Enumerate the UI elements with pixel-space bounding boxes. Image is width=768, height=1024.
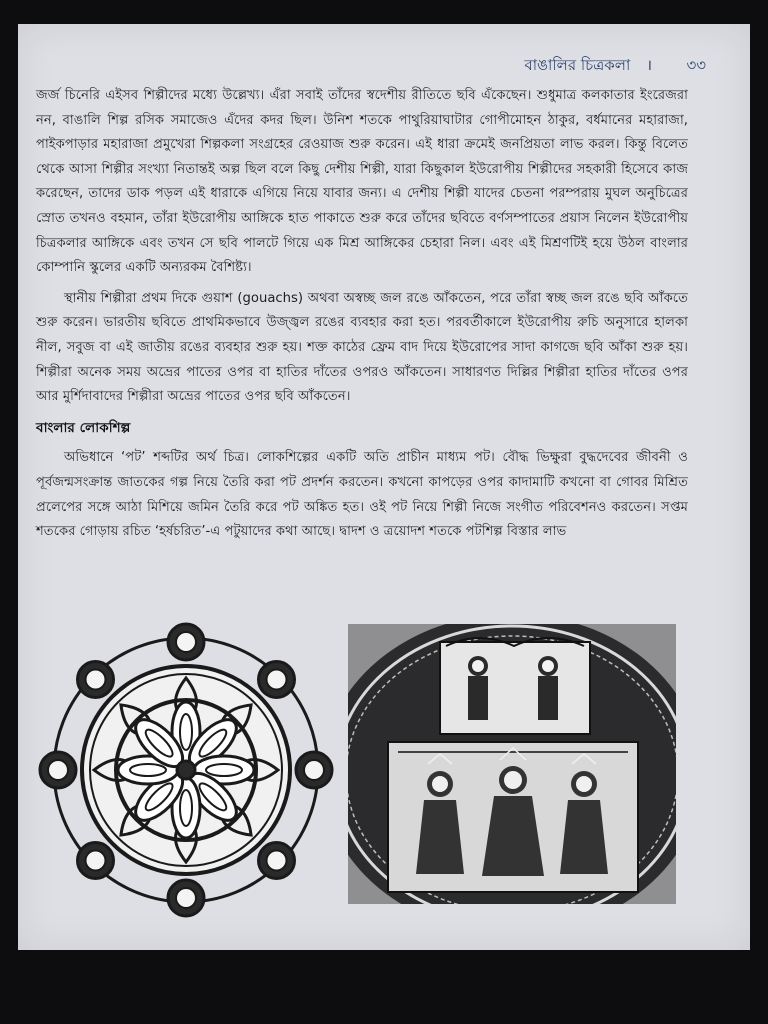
section-heading: বাংলার লোকশিল্প [36, 419, 131, 436]
running-head [524, 54, 668, 79]
book-page [18, 24, 750, 950]
paragraph-2: স্থানীয় শিল্পীরা প্রথম দিকে গুয়াশ (gouachs) অথবা অস্বচ্ছ জল রঙে আঁকতেন, পরে তাঁরা স্বচ্ছ জল রঙে ছবি আঁকতে শুরু করেন। ভারতীয় ছবিতে প্রাথমিকভাবে উজ্জ্বল রঙের ব্যবহার করা হত। পরবর্তীকালে ইউরোপীয় রুচি অনুসারে হালকা নীল, সবুজ বা এই জাতীয় রঙের ব্যবহার শুরু হয়। শক্ত কাঠের ফ্রেম বাদ দিয়ে ইউরোপের সাদা কাগজে ছবি আঁকা শুরু হয়। শিল্পীরা অনেক সময় অভ্রের পাতের ওপর বা হাতির দাঁতের ওপরও আঁকতেন। সাধারণত দিল্লির শিল্পীরা হাতির দাঁতের ওপর আর মুর্শিদাবাদের শিল্পীরা অভ্রের পাতের ওপর ছবি আঁকতেন। [36, 290, 688, 405]
alpana-figure [36, 620, 336, 920]
page-number: ৩৩ [686, 56, 706, 74]
running-title: বাঙালির চিত্রকলা [524, 56, 631, 74]
paragraph-1: জর্জ চিনেরি এইসব শিল্পীদের মধ্যে উল্লেখ্য। এঁরা সবাই তাঁদের স্বদেশীয় রীতিতে ছবি এঁকেছেন। শুধুমাত্র কলকাতার ইংরেজরা নন, বাঙালি শিল্প রসিক সমাজেও এঁদের কদর ছিল। উনিশ শতকে পাথুরিয়াঘাটার গোপীমোহন ঠাকুর, বর্ধমানের মহারাজা, পাইকপাড়ার মহারাজা প্রমুখেরা শিল্পকলা সংগ্রহের রেওয়াজ শুরু করেন। এই ধারা ক্রমেই জনপ্রিয়তা লাভ করল। কিন্তু বিলেত থেকে আসা শিল্পীর সংখ্যা নিতান্তই অল্প ছিল বলে কিছু দেশীয় শিল্পী, যারা কিছুকাল ইউরোপীয় শিল্পীদের সহকারী হিসেবে কাজ করেছেন, তাদের ডাক পড়ল এই ধারাকে এগিয়ে নিয়ে যাবার জন্য। এ দেশীয় শিল্পী যাদের চেতনা পরম্পরায় মুঘল অনুচিত্রের স্রোত তখনও বহমান, তাঁরা ইউরোপীয় আঙ্গিকে হাত পাকাতে শুরু করে তাঁদের ছবিতে বর্ণসম্পাতের প্রয়াস নিলেন ইউরোপীয় চিত্রকলার আঙ্গিকে এবং তখন সে ছবি পালটে গিয়ে এক মিশ্র আঙ্গিকের চেহারা নিল। এবং এই মিশ্রণটিই হয়ে উঠল বাংলার কোম্পানি স্কুলের একটি অন্যরকম বৈশিষ্ট্য। [36, 88, 688, 276]
body-text [36, 84, 688, 551]
header-separator: । [646, 56, 652, 74]
pata-painting-deities-icon [348, 624, 676, 904]
section-paragraph: অভিধানে ‘পট’ শব্দটির অর্থ চিত্র। লোকশিল্পের একটি অতি প্রাচীন মাধ্যম পট। বৌদ্ধ ভিক্ষুরা বুদ্ধদেবের জীবনী ও পূর্বজন্মসংক্রান্ত জাতকের গল্প নিয়ে তৈরি করা পট প্রদর্শন করতেন। কখনো কাপড়ের ওপর কাদামাটি কখনো বা গোবর মিশ্রিত প্রলেপের সঙ্গে আঠা মিশিয়ে জমিন তৈরি করে পট অঙ্কিত হত। ওই পট নিয়ে শিল্পী নিজে সংগীত পরিবেশনও করতেন। সপ্তম শতকের গোড়ায় রচিত ‘হর্ষচরিত’-এ পটুয়াদের কথা আছে। দ্বাদশ ও ত্রয়োদশ শতকে পটশিল্প বিস্তার লাভ [36, 450, 688, 540]
alpana-floral-motif-icon [36, 620, 336, 920]
pata-painting-figure [348, 624, 676, 904]
